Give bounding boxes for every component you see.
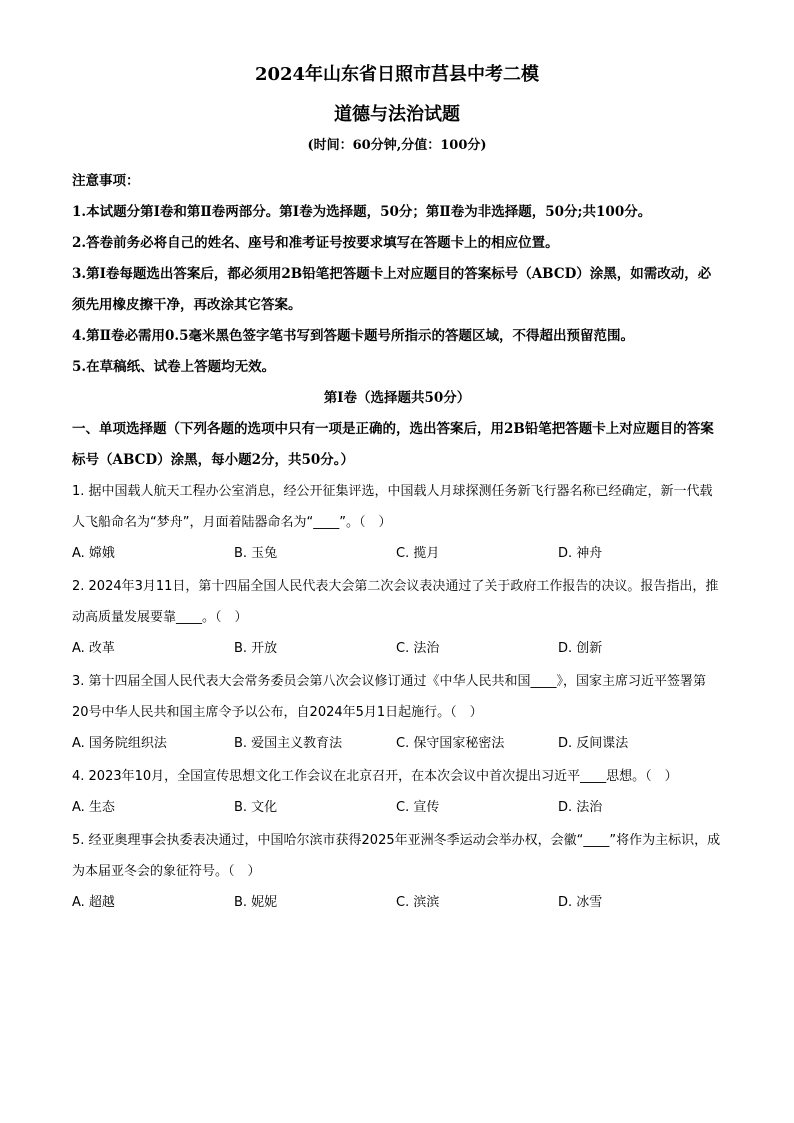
question-stem: 1. 据中国载人航天工程办公室消息，经公开征集评选，中国载人月球探测任务新飞行器名称已经确定，新一代载人飞船命名为“梦舟”，月面着陆器命名为“____”。（ ）: [72, 484, 713, 530]
notice-item-1: 1.本试题分第Ⅰ卷和第Ⅱ卷两部分。第Ⅰ卷为选择题，50分；第Ⅱ卷为非选择题，50分;共100分。: [72, 204, 652, 220]
option-b: B. 妮妮: [234, 895, 278, 910]
option-d: D. 创新: [558, 641, 603, 656]
section-instruction: 一、单项选择题（下列各题的选项中只有一项是正确的，选出答案后，用2B铅笔把答题卡上对应题目的答案标号（ABCD）涂黑，每小题2分，共50分。）: [72, 421, 714, 468]
option-row: [72, 728, 722, 759]
notice-heading: 注意事项：: [72, 173, 140, 189]
option-b: B. 玉兔: [234, 546, 278, 561]
option-c: C. 保守国家秘密法: [396, 736, 505, 751]
question-4: [72, 761, 722, 823]
option-d: D. 神舟: [558, 546, 603, 561]
notice-item-2: 2.答卷前务必将自己的姓名、座号和准考证号按要求填写在答题卡上的相应位置。: [72, 235, 559, 251]
question-1: [72, 476, 722, 569]
option-a: A. 国务院组织法: [72, 736, 167, 751]
option-a: A. 改革: [72, 641, 115, 656]
option-a: A. 生态: [72, 800, 115, 815]
option-c: C. 宣传: [396, 800, 440, 815]
notice-item-4: 4.第Ⅱ卷必需用0.5毫米黑色签字笔书写到答题卡题号所指示的答题区域，不得超出预留范围。: [72, 328, 634, 344]
notice-item-3: 3.第Ⅰ卷每题选出答案后，都必须用2B铅笔把答题卡上对应题目的答案标号（ABCD）涂黑，如需改动，必须先用橡皮擦干净，再改涂其它答案。: [72, 266, 712, 313]
exam-meta: (时间：60分钟,分值：100分): [307, 138, 487, 153]
question-5: [72, 825, 722, 918]
question-stem: 3. 第十四届全国人民代表大会常务委员会第八次会议修订通过《中华人民共和国____》，国家主席习近平签署第20号中华人民共和国主席令予以公布，自2024年5月1日起施行。（ ）: [72, 674, 707, 720]
exam-page: [72, 62, 722, 920]
option-b: B. 爱国主义教育法: [234, 736, 343, 751]
question-2: [72, 571, 722, 664]
notice-item-5: 5.在草稿纸、试卷上答题均无效。: [72, 359, 276, 375]
option-c: C. 法治: [396, 641, 440, 656]
option-c: C. 揽月: [396, 546, 440, 561]
option-row: [72, 887, 722, 918]
option-row: [72, 792, 722, 823]
option-b: B. 开放: [234, 641, 278, 656]
option-row: [72, 538, 722, 569]
question-stem: 4. 2023年10月，全国宣传思想文化工作会议在北京召开，在本次会议中首次提出习近平____思想。（ ）: [72, 769, 678, 784]
exam-subtitle: 道德与法治试题: [334, 104, 460, 125]
option-row: [72, 633, 722, 664]
option-d: D. 反间谍法: [558, 736, 629, 751]
option-c: C. 滨滨: [396, 895, 440, 910]
option-b: B. 文化: [234, 800, 278, 815]
question-stem: 2. 2024年3月11日，第十四届全国人民代表大会第二次会议表决通过了关于政府工作报告的决议。报告指出，推动高质量发展要靠____。（ ）: [72, 579, 719, 625]
option-d: D. 冰雪: [558, 895, 603, 910]
option-a: A. 超越: [72, 895, 115, 910]
option-d: D. 法治: [558, 800, 603, 815]
option-a: A. 嫦娥: [72, 546, 115, 561]
section-title: 第Ⅰ卷（选择题共50分）: [323, 390, 471, 406]
question-stem: 5. 经亚奥理事会执委表决通过，中国哈尔滨市获得2025年亚洲冬季运动会举办权，会徽“____”将作为主标识，成为本届亚冬会的象征符号。（ ）: [72, 833, 721, 879]
notice-block: [72, 166, 722, 383]
question-3: [72, 666, 722, 759]
exam-title: 2024年山东省日照市莒县中考二模: [254, 64, 540, 85]
